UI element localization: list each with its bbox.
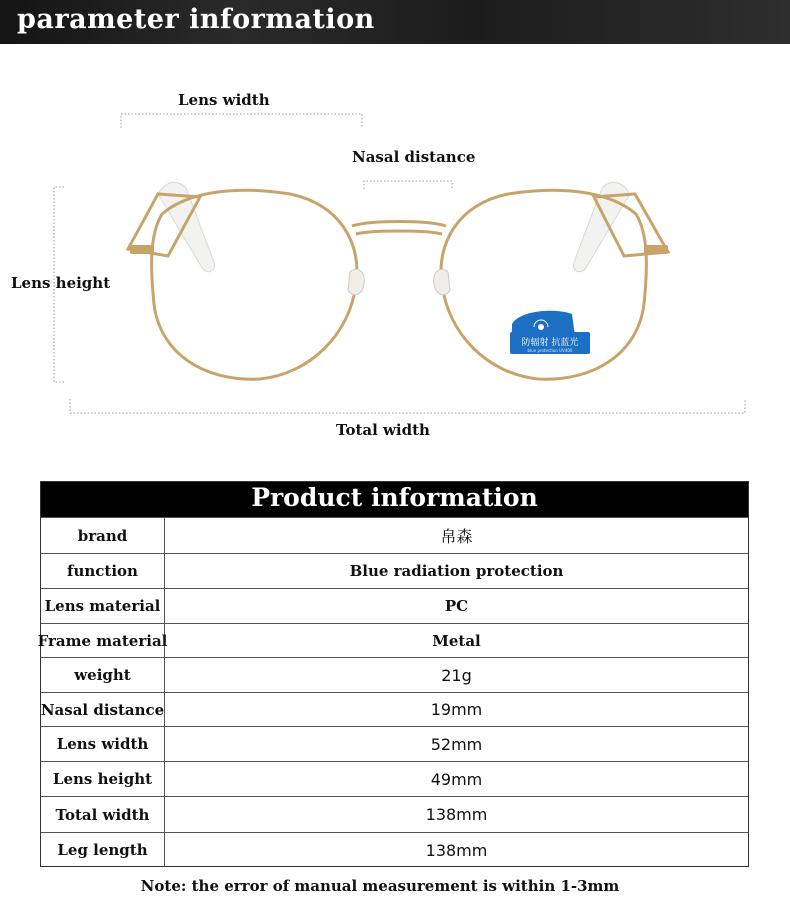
row-value: 52mm [430,734,483,754]
badge-subtext: blue protection UV400 [527,348,573,353]
table-row [41,692,748,726]
label-lens-width: Lens width [178,91,270,109]
label-lens-height: Lens height [11,274,111,292]
nose-pads [348,269,450,295]
glasses-illustration [0,44,790,480]
row-label: Frame material [41,624,165,657]
row-value: Blue radiation protection [349,562,564,580]
lens-width-bracket [121,114,362,128]
right-temple [573,182,668,271]
table-title: Product information [251,483,538,512]
measurement-note: Note: the error of manual measurement is within 1-3mm [140,877,620,895]
row-value: Metal [432,631,481,650]
row-value: 138mm [425,840,488,860]
left-hinge [130,245,154,254]
row-value: 19mm [430,700,483,719]
total-width-bracket [70,399,745,413]
row-label: Lens material [41,589,165,623]
row-value: 21g [441,665,472,685]
blue-light-badge [510,311,590,354]
product-info-table [37,481,749,867]
table-row [41,517,748,553]
row-value: PC [444,597,469,615]
label-nasal-distance: Nasal distance [352,148,476,166]
table-row [41,726,748,761]
table-header [41,482,748,517]
row-value: 49mm [430,769,483,789]
row-label: Leg length [41,833,165,867]
table-row [41,796,748,832]
row-value: 帛森 [440,527,473,546]
row-label: Total width [41,797,165,832]
badge-text: 防辐射 抗蓝光 [521,338,579,348]
table-row [41,832,748,867]
row-label: Nasal distance [41,693,165,726]
table-row [41,657,748,692]
table-row [41,761,748,796]
nasal-distance-bracket [364,181,452,189]
bridge [352,222,446,235]
table-row [37,623,748,657]
top-banner [0,0,790,44]
row-label: weight [41,658,165,692]
table-row [41,588,748,623]
page-title: parameter information [17,4,375,35]
row-label: Lens width [41,727,165,761]
row-label: function [41,554,165,588]
label-total-width: Total width [336,421,430,439]
glasses-diagram [0,44,790,480]
right-hinge [644,245,668,254]
table-row [41,553,748,588]
row-value: 138mm [425,805,488,824]
row-label: brand [41,518,165,553]
row-label: Lens height [41,762,165,796]
